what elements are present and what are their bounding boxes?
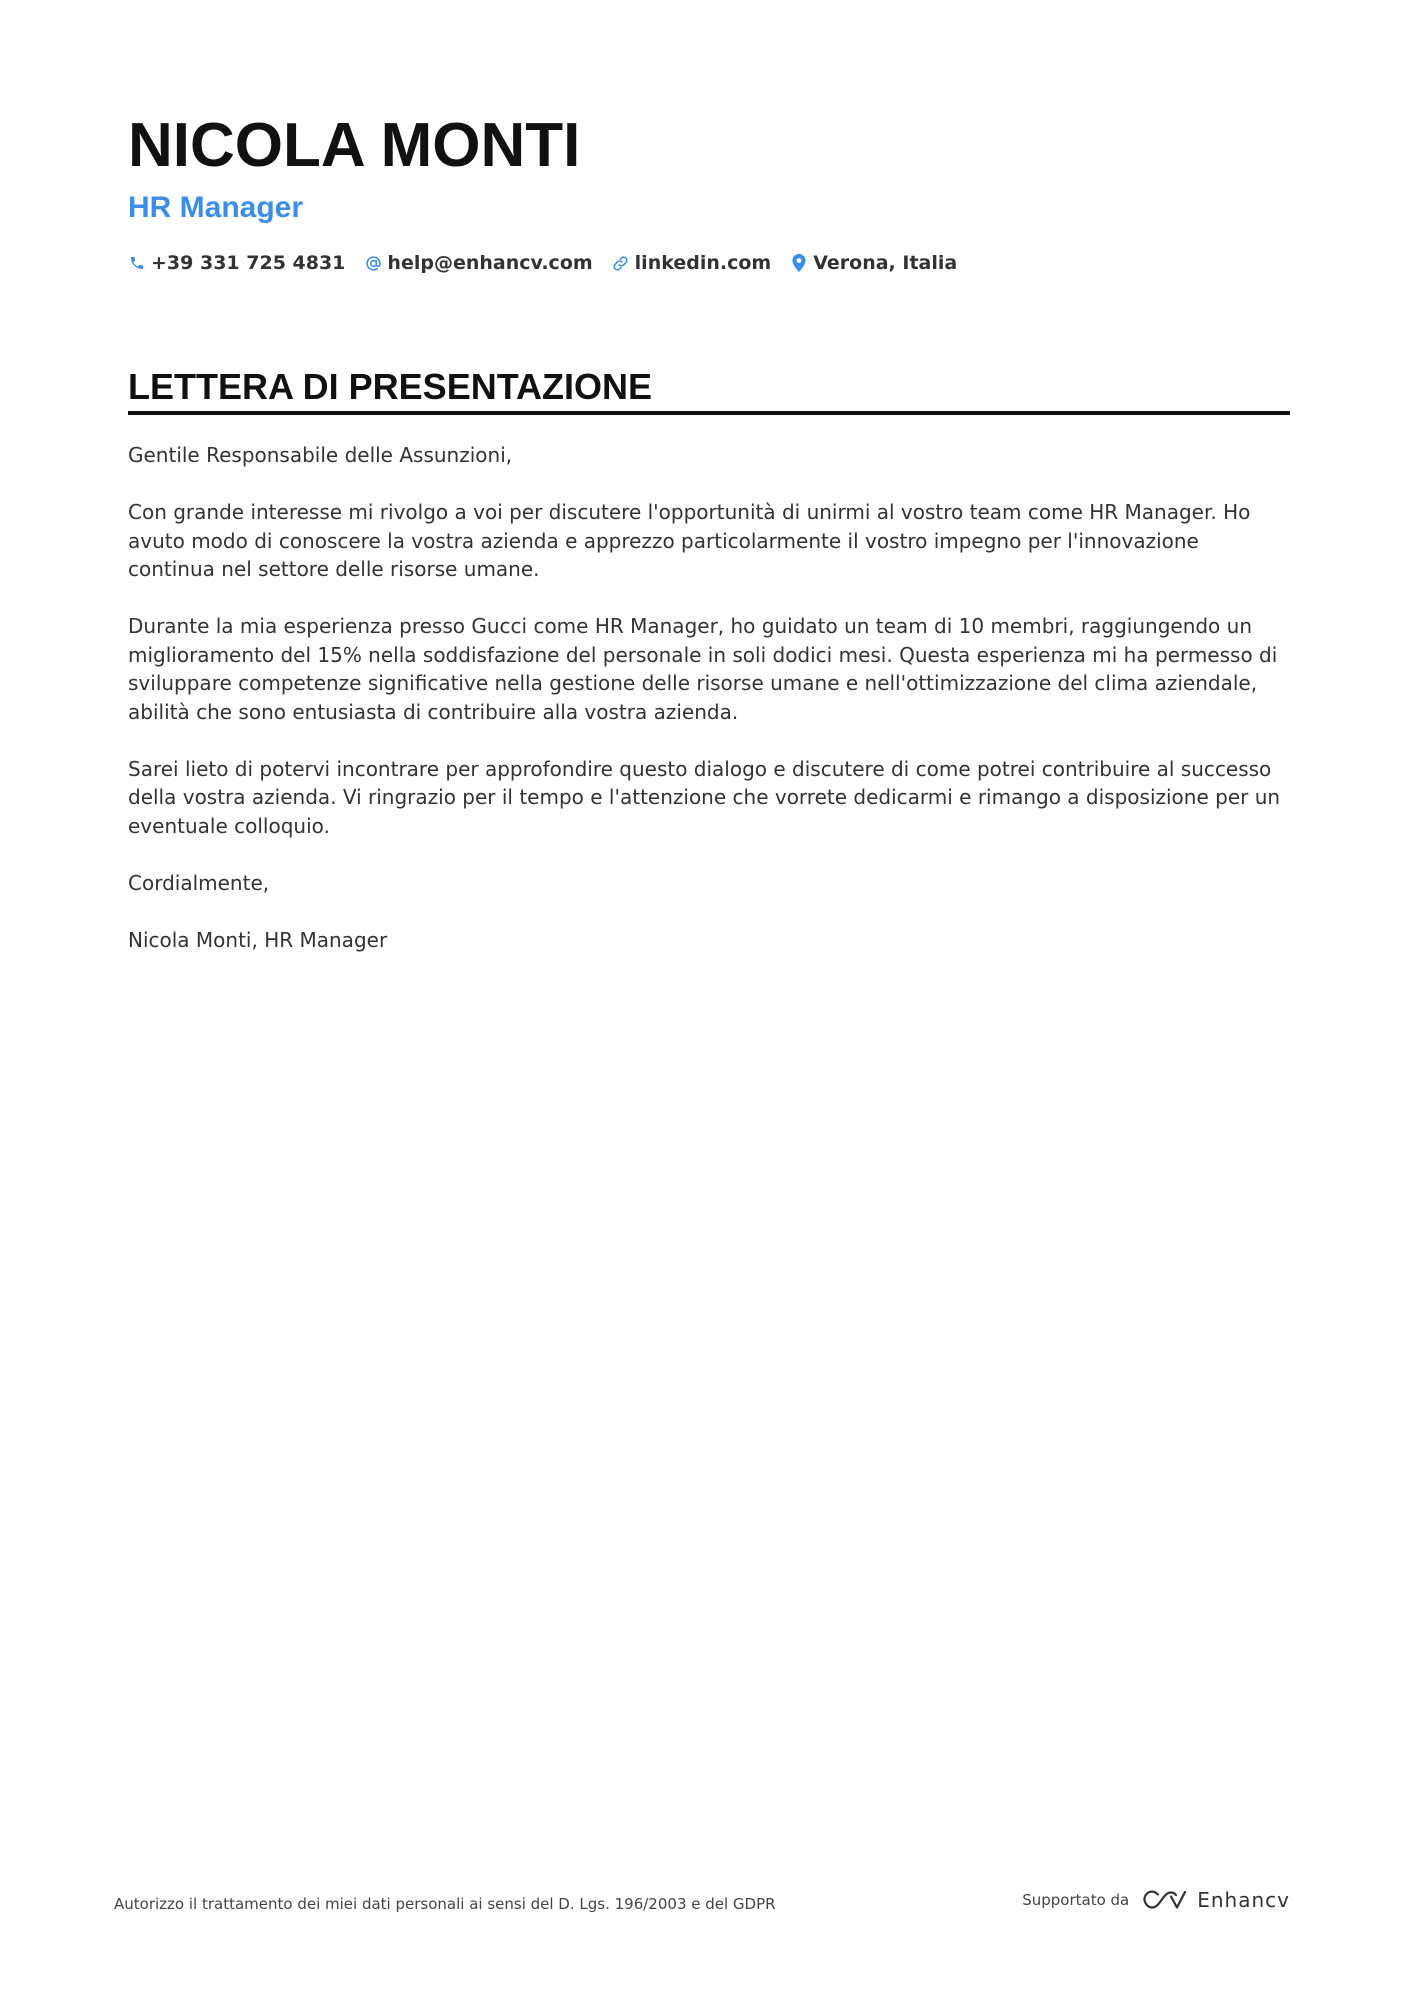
contact-location: [790, 252, 957, 274]
privacy-consent-note: Autorizzo il trattamento dei miei dati personali ai sensi del D. Lgs. 196/2003 e del GDPR: [114, 1895, 776, 1913]
letter-paragraph: Con grande interesse mi rivolgo a voi per discutere l'opportunità di unirmi al vostro team come HR Manager. Ho avuto modo di conoscere la vostra azienda e apprezzo particolarmente il vostro impegno per l'innovazione continua nel settore delle risorse umane.: [128, 500, 1251, 581]
phone-number[interactable]: +39 331 725 4831: [151, 252, 346, 274]
contact-bar: [128, 252, 1288, 274]
powered-by: [1022, 1888, 1290, 1912]
section-title: LETTERA DI PRESENTAZIONE: [128, 366, 653, 407]
letter-signature: Nicola Monti, HR Manager: [128, 927, 388, 952]
letter-closing: Cordialmente,: [128, 870, 270, 895]
letter-paragraph: Sarei lieto di potervi incontrare per approfondire questo dialogo e discutere di come potrei contribuire al successo della vostra azienda. Vi ringrazio per il tempo e l'attenzione che vorrete dedicarmi e rimango a disposizione per un eventuale colloquio.: [128, 756, 1281, 838]
enhancv-logo-icon[interactable]: [1141, 1888, 1187, 1912]
letter-body: [128, 441, 1290, 954]
link-icon: [612, 254, 630, 272]
phone-icon: [128, 254, 146, 272]
contact-phone: [128, 252, 345, 274]
resume-header: [128, 110, 1288, 274]
candidate-name: NICOLA MONTI: [128, 111, 581, 180]
email-address[interactable]: help@enhancv.com: [387, 252, 593, 274]
powered-by-label: Supportato da: [1022, 1891, 1130, 1909]
candidate-role: HR Manager: [128, 191, 304, 224]
contact-email: [364, 252, 592, 274]
cover-letter-section: [128, 365, 1290, 983]
letter-paragraph: Durante la mia esperienza presso Gucci come HR Manager, ho guidato un team di 10 membri, raggiungendo un miglioramento del 15% nella soddisfazione del personale in soli dodici mesi. Questa esperienza mi ha permesso di sviluppare competenze significative nella gestione delle risorse umane e nell'ottimizzazione del clima aziendale, abilità che sono entusiasta di contribuire alla vostra azienda.: [128, 614, 1278, 724]
linkedin-link[interactable]: linkedin.com: [634, 252, 772, 274]
section-divider: [128, 411, 1290, 415]
brand-name[interactable]: Enhancv: [1197, 1888, 1290, 1912]
location-text: Verona, Italia: [813, 252, 958, 274]
letter-greeting: Gentile Responsabile delle Assunzioni,: [128, 443, 513, 467]
contact-linkedin: [612, 252, 772, 274]
at-icon: [364, 254, 382, 272]
location-pin-icon: [790, 254, 808, 272]
